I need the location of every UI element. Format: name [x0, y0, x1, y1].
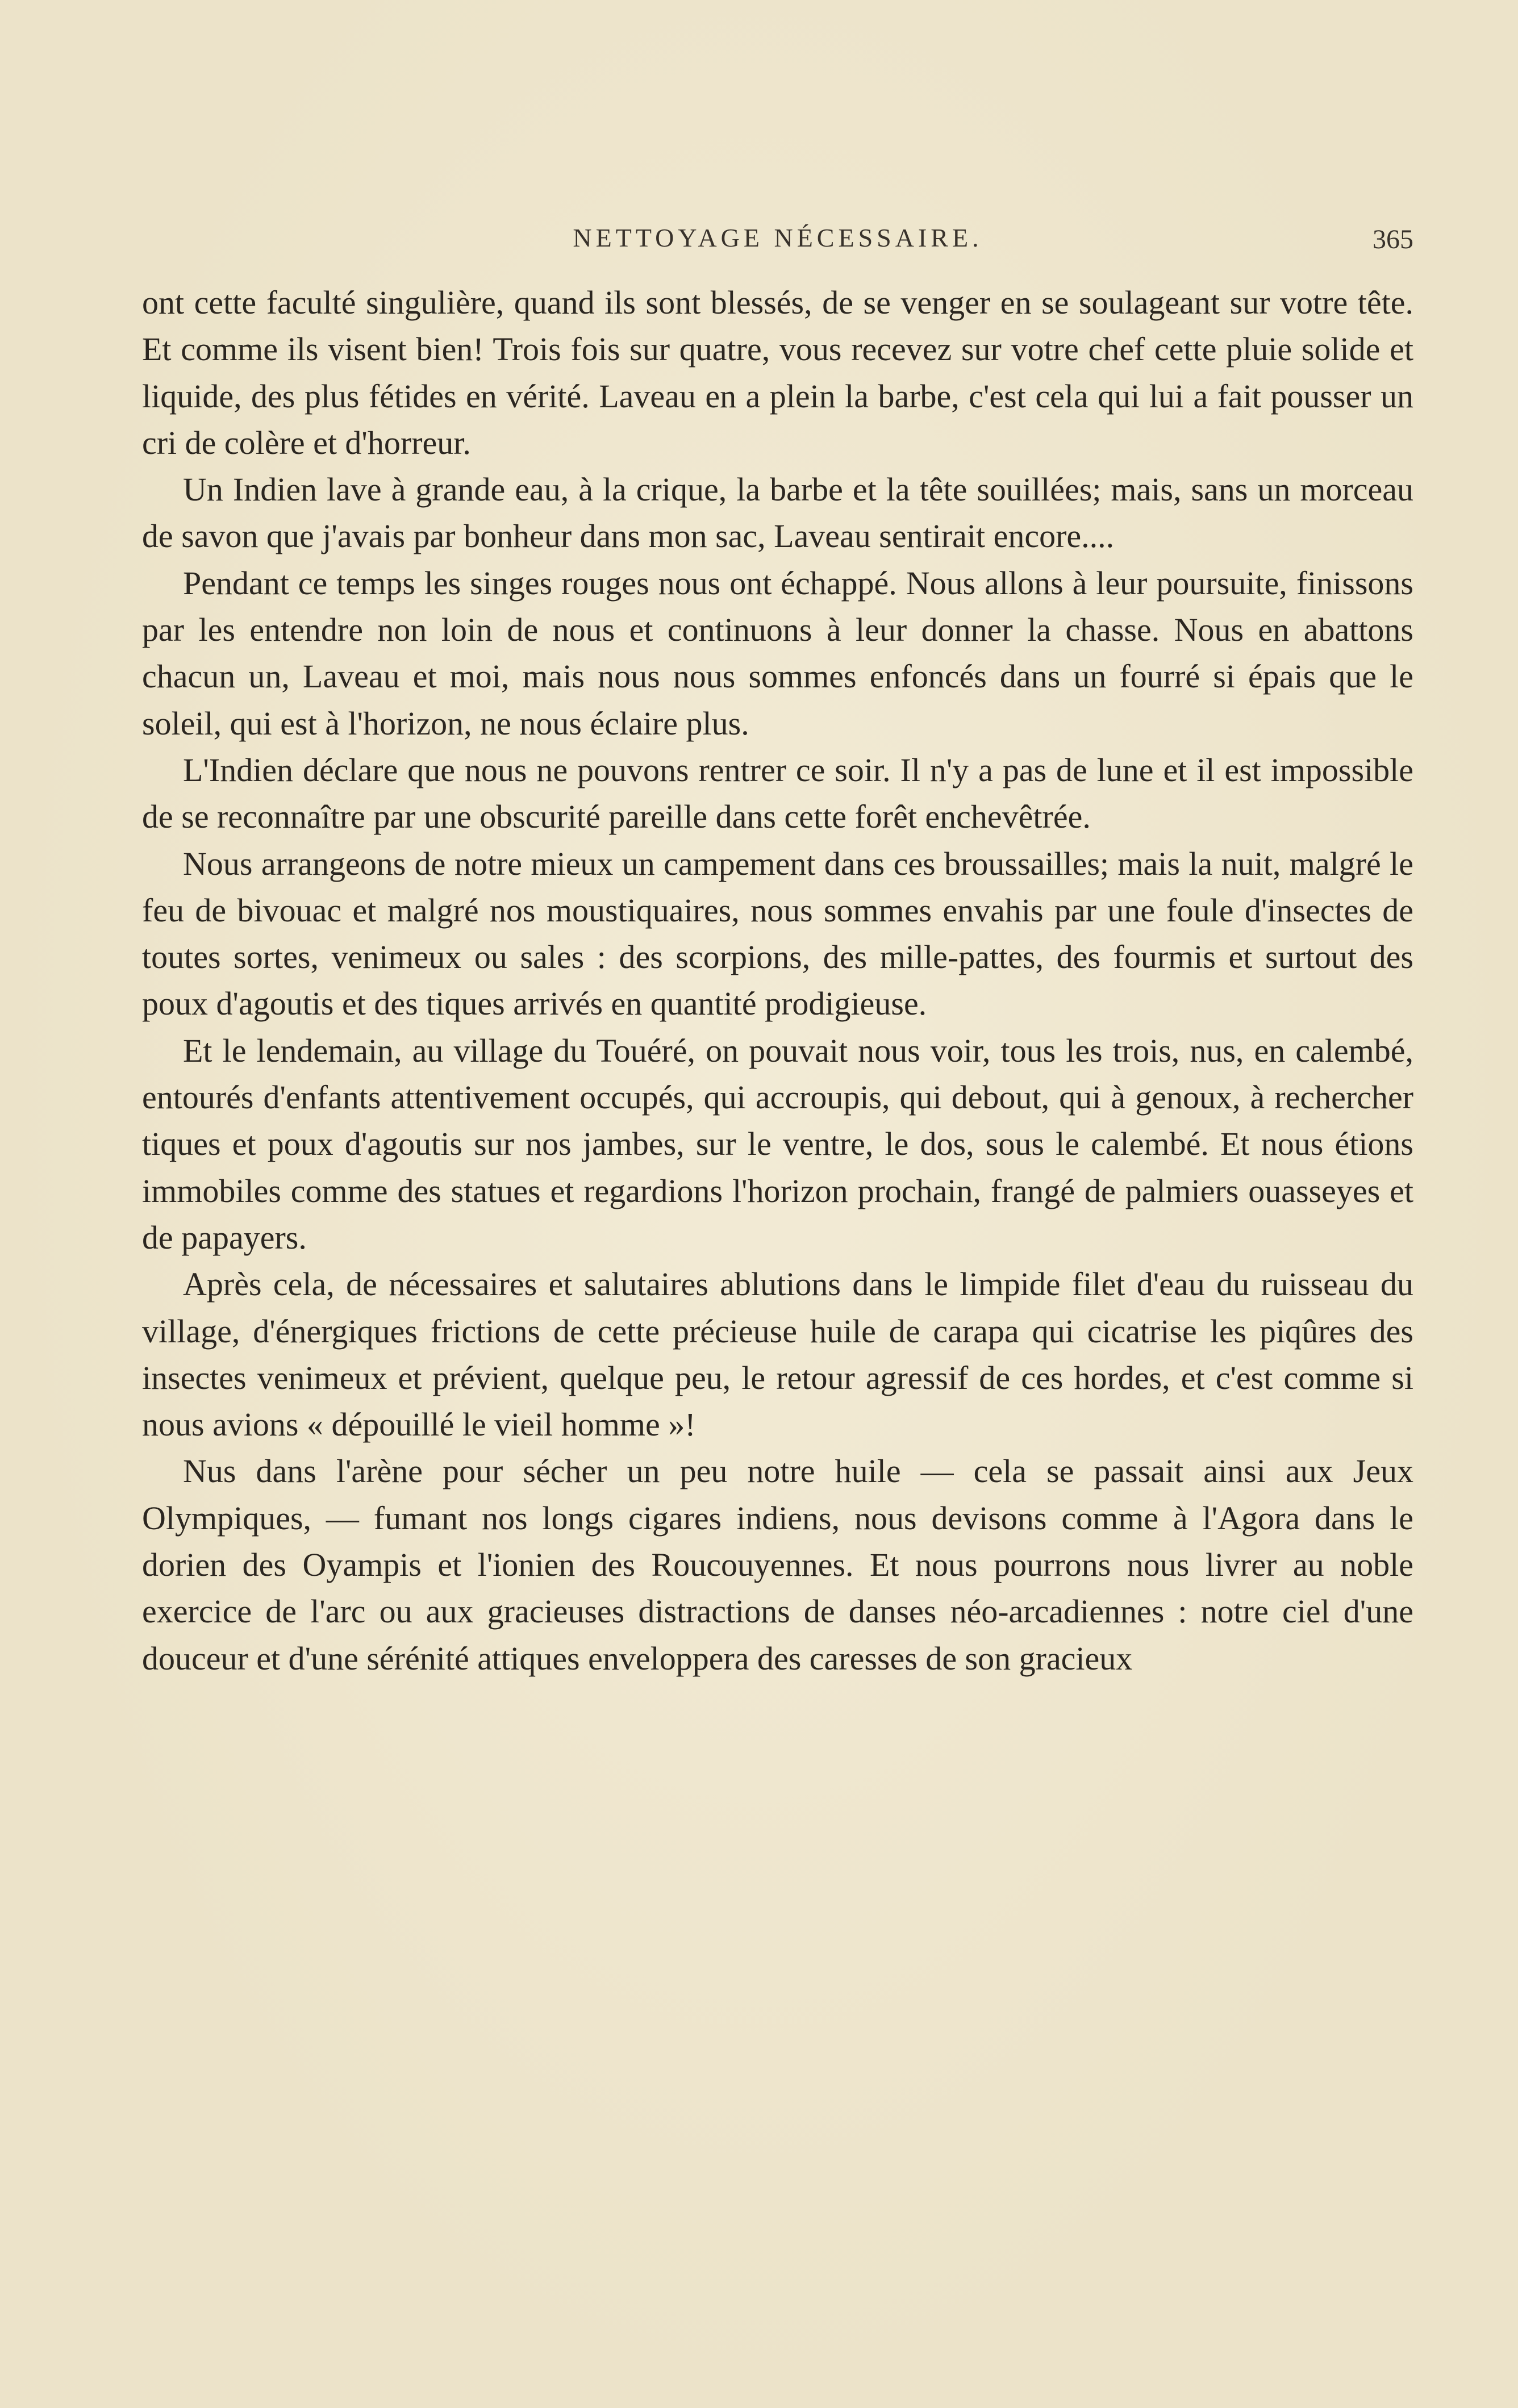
paragraph-7: Après cela, de nécessaires et salutaires ablutions dans le limpide filet d'eau du ruisseau du village, d'énergiques frictions de cette précieuse huile de carapa qui cicatrise les piqûres des insectes venimeux et prévient, quelque peu, le retour agressif de ces hordes, et c'est comme si nous avions « dépouillé le vieil homme »! — [142, 1266, 1413, 1443]
paragraph-5: Nous arrangeons de notre mieux un campement dans ces broussailles; mais la nuit, malgré le feu de bivouac et malgré nos moustiquaires, nous sommes envahis par une foule d'insectes de toutes sortes, venimeux ou sales : des scorpions, des mille-pattes, des fourmis et surtout des poux d'agoutis et des tiques arrivés en quantité prodigieuse. — [142, 845, 1413, 1023]
running-title: NETTOYAGE NÉCESSAIRE. — [573, 223, 983, 252]
page-body — [142, 279, 1413, 1682]
paragraph-4: L'Indien déclare que nous ne pouvons rentrer ce soir. Il n'y a pas de lune et il est impossible de se reconnaître par une obscurité pareille dans cette forêt enchevêtrée. — [142, 751, 1413, 836]
paragraph-1: ont cette faculté singulière, quand ils sont blessés, de se venger en se soulageant sur votre tête. Et comme ils visent bien! Trois fois sur quatre, vous recevez sur votre chef cette pluie solide et liquide, des plus fétides en vérité. Laveau en a plein la barbe, c'est cela qui lui a fait pousser un cri de colère et d'horreur. — [142, 284, 1413, 461]
paragraph-2: Un Indien lave à grande eau, à la crique, la barbe et la tête souillées; mais, sans un morceau de savon que j'avais par bonheur dans mon sac, Laveau sentirait encore.... — [142, 471, 1413, 555]
paragraph-8: Nus dans l'arène pour sécher un peu notre huile — cela se passait ainsi aux Jeux Olympiques, — fumant nos longs cigares indiens, nous devisons comme à l'Agora dans le dorien des Oyampis et l'ionien des Roucouyennes. Et nous pourrons nous livrer au noble exercice de l'arc ou aux gracieuses distractions de danses néo-arcadiennes : notre ciel d'une douceur et d'une sérénité attiques enveloppera des caresses de son gracieux — [142, 1453, 1413, 1677]
page-number: 365 — [1373, 224, 1413, 254]
paragraph-3: Pendant ce temps les singes rouges nous ont échappé. Nous allons à leur poursuite, finissons par les entendre non loin de nous et continuons à leur donner la chasse. Nous en abattons chacun un, Laveau et moi, mais nous nous sommes enfoncés dans un fourré si épais que le soleil, qui est à l'horizon, ne nous éclaire plus. — [142, 564, 1413, 742]
page-header — [142, 223, 1413, 268]
paragraph-6: Et le lendemain, au village du Touéré, on pouvait nous voir, tous les trois, nus, en calembé, entourés d'enfants attentivement occupés, qui accroupis, qui debout, qui à genoux, à rechercher tiques et poux d'agoutis sur nos jambes, sur le ventre, le dos, sous le calembé. Et nous étions immobiles comme des statues et regardions l'horizon prochain, frangé de palmiers ouasseyes et de papayers. — [142, 1032, 1413, 1256]
